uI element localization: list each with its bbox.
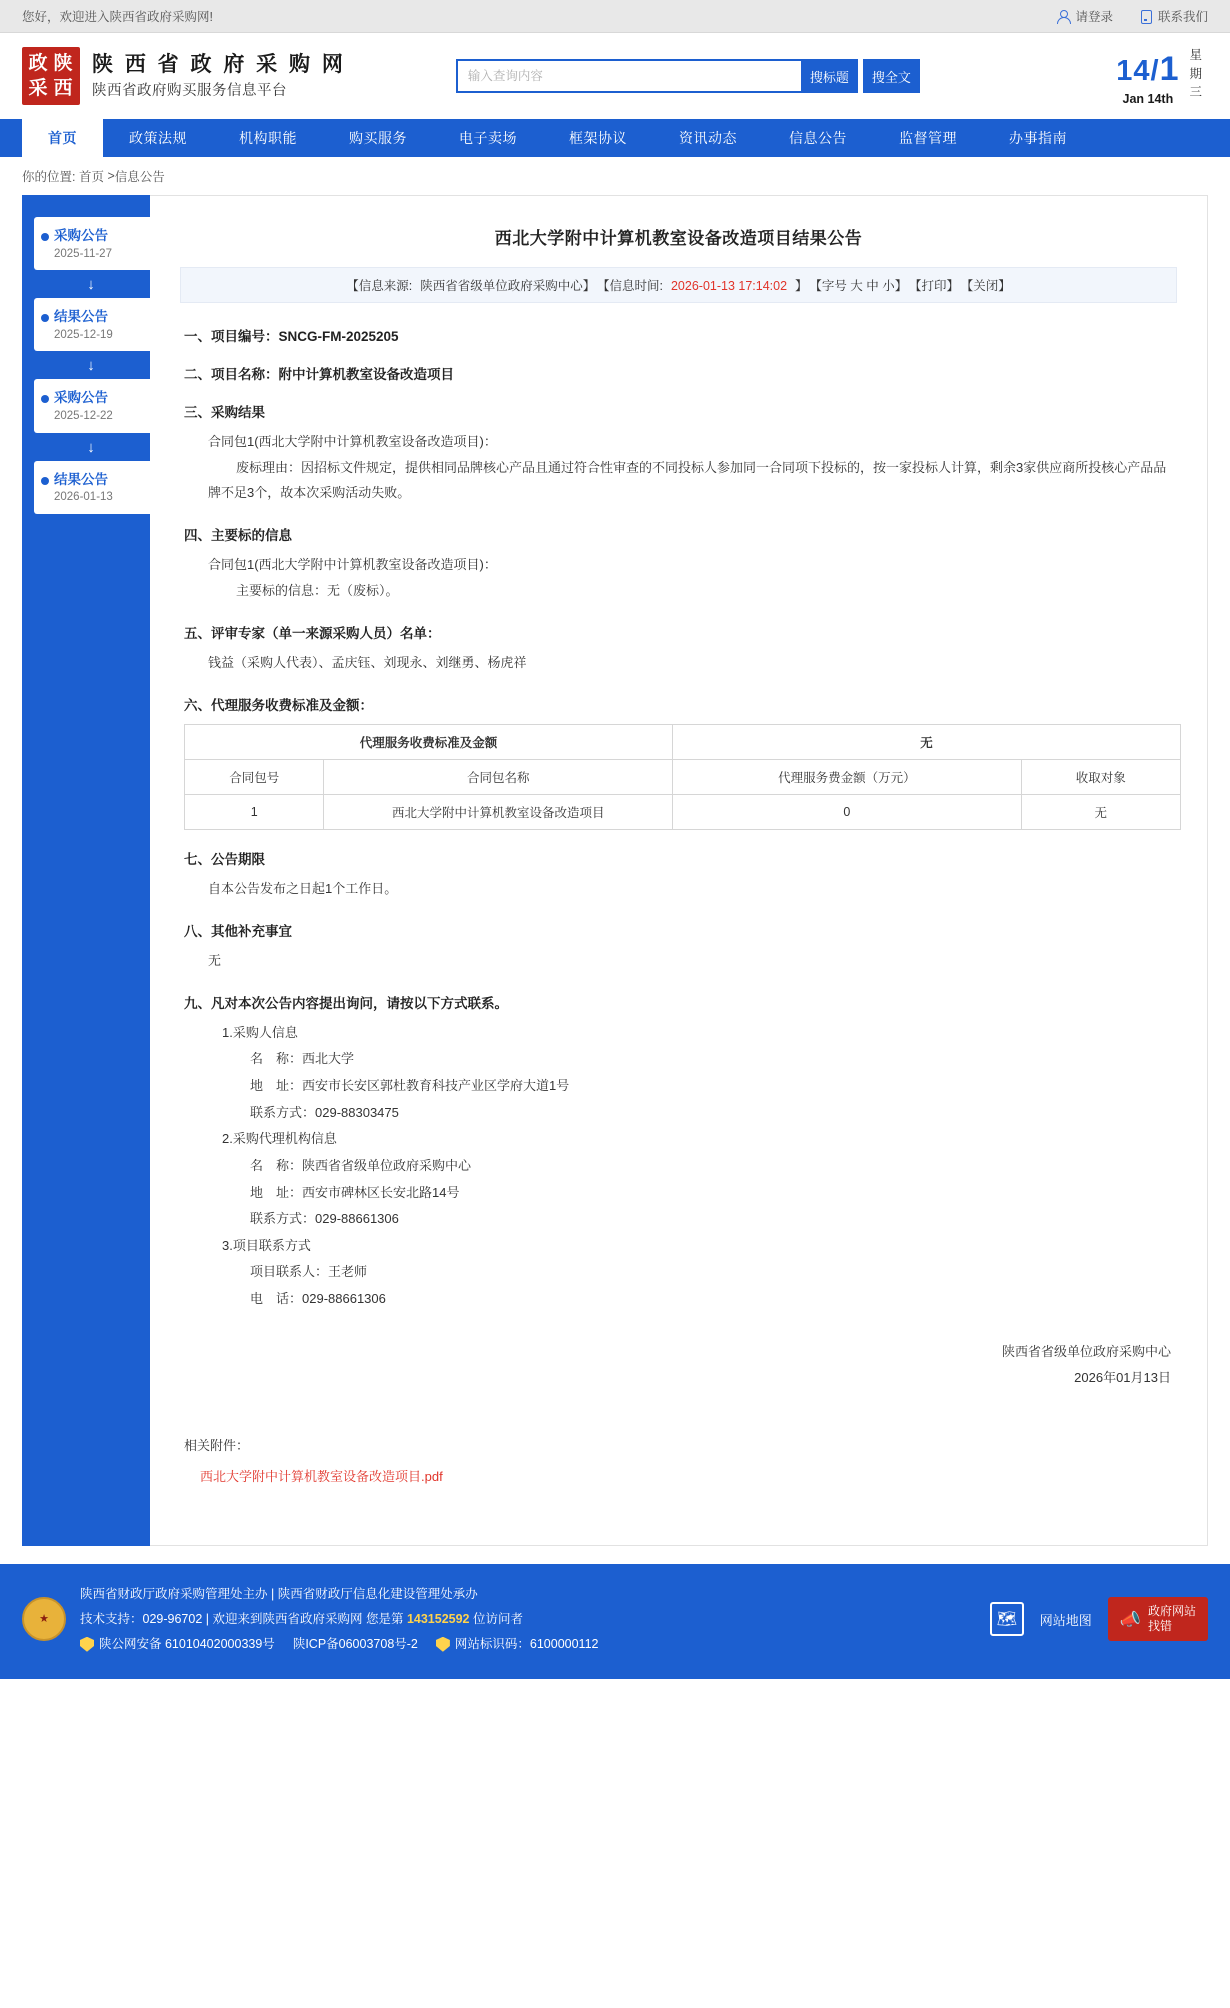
project-contact-person: 项目联系人：王老师 bbox=[250, 1264, 368, 1280]
sitemap-label[interactable]: 网站地图 bbox=[1039, 1612, 1092, 1628]
timeline-item-2[interactable] bbox=[34, 298, 150, 351]
section-fee-heading: 六、代理服务收费标准及金额： bbox=[184, 697, 373, 713]
nav-item-framework[interactable]: 框架协议 bbox=[569, 130, 627, 146]
nav-item-emarket[interactable]: 电子卖场 bbox=[459, 130, 517, 146]
nav-item-supervision[interactable]: 监督管理 bbox=[899, 130, 957, 146]
timeline-item-3[interactable] bbox=[34, 379, 150, 432]
nav-item-guide[interactable]: 办事指南 bbox=[1009, 130, 1067, 146]
footer-right-block bbox=[990, 1597, 1208, 1641]
fee-cell-package-name: 西北大学附中计算机教室设备改造项目 bbox=[324, 794, 673, 829]
timeline-item-title: 结果公告 bbox=[54, 309, 108, 325]
fee-table-header-left: 代理服务收费标准及金额 bbox=[185, 724, 673, 759]
site-title: 陕 西 省 政 府 采 购 网 bbox=[92, 53, 346, 77]
nav-item-news[interactable]: 资讯动态 bbox=[679, 130, 737, 146]
project-contact-phone: 电 话：029-88661306 bbox=[250, 1291, 386, 1307]
agency-address: 地 址：西安市碑林区长安北路14号 bbox=[250, 1184, 460, 1200]
logo-char-3: 采 bbox=[28, 77, 49, 99]
target-package-line: 合同包1(西北大学附中计算机教室设备改造项目)： bbox=[208, 556, 497, 572]
login-label: 请登录 bbox=[1075, 10, 1113, 24]
fee-col-package-name: 合同包名称 bbox=[324, 759, 673, 794]
sidebar-timeline bbox=[22, 195, 150, 1546]
timeline-dot-icon bbox=[41, 395, 49, 403]
logo-char-2: 陕 bbox=[53, 52, 74, 74]
breadcrumb-current: 信息公告 bbox=[114, 170, 165, 184]
section-experts-heading: 五、评审专家（单一来源采购人员）名单： bbox=[184, 625, 441, 641]
agency-heading: 2.采购代理机构信息 bbox=[222, 1131, 337, 1147]
timeline-item-title: 结果公告 bbox=[54, 471, 108, 487]
timeline-dot-icon bbox=[41, 233, 49, 241]
signature-org: 陕西省省级单位政府采购中心 bbox=[1001, 1343, 1171, 1359]
nav-item-purchase-service[interactable]: 购买服务 bbox=[349, 130, 407, 146]
gov-badge-text bbox=[1148, 1604, 1196, 1634]
footer-support-post: 位访问者 bbox=[473, 1611, 524, 1626]
date-widget bbox=[1116, 46, 1208, 106]
welcome-text: 您好，欢迎进入陕西省政府采购网! bbox=[22, 10, 213, 24]
footer-line-records bbox=[80, 1632, 598, 1657]
logo-char-1: 政 bbox=[28, 52, 49, 74]
gongan-record[interactable] bbox=[80, 1632, 275, 1657]
agency-phone: 联系方式：029-88661306 bbox=[250, 1211, 399, 1227]
meta-time-label: 【信息时间: bbox=[603, 279, 663, 293]
gov-website-error-badge[interactable] bbox=[1108, 1597, 1208, 1641]
timeline-item-title: 采购公告 bbox=[54, 228, 108, 243]
weekday-label: 星 期 三 bbox=[1189, 47, 1202, 100]
timeline-arrow-icon: ↓ bbox=[87, 357, 95, 375]
fee-col-amount: 代理服务费金额（万元） bbox=[673, 759, 1022, 794]
result-reason-text: 废标理由：因招标文件规定，提供相同品牌核心产品且通过符合性审查的不同投标人参加同一合同项下投标的，按一家投标人计算，剩余3家供应商所投核心产品品牌不足3个，故本次采购活动失败。 bbox=[208, 460, 1167, 501]
nav-item-announcements[interactable]: 信息公告 bbox=[789, 130, 847, 146]
table-row bbox=[185, 724, 1181, 759]
other-text: 无 bbox=[208, 952, 222, 968]
purchaser-address: 地 址：西安市长安区郭杜教育科技产业区学府大道1号 bbox=[250, 1077, 570, 1093]
font-size-control[interactable]: 【字号 大 中 小】 bbox=[815, 279, 908, 293]
search-fulltext-button[interactable]: 搜全文 bbox=[863, 59, 920, 93]
login-link[interactable] bbox=[1056, 7, 1113, 25]
date-month: 1 bbox=[1159, 50, 1180, 89]
website-id-icon bbox=[436, 1637, 450, 1652]
section-result-heading: 三、采购结果 bbox=[184, 405, 265, 420]
site-subtitle: 陕西省政府购买服务信息平台 bbox=[92, 82, 287, 99]
date-numeric: 14/1 Jan 14th bbox=[1116, 50, 1180, 107]
page-title: 西北大学附中计算机教室设备改造项目结果公告 bbox=[494, 229, 863, 248]
site-logo[interactable] bbox=[22, 47, 80, 105]
purchaser-phone: 联系方式：029-88303475 bbox=[250, 1104, 399, 1120]
main-navigation bbox=[0, 119, 1230, 157]
meta-time-close: 】 bbox=[795, 279, 808, 293]
section-other-heading: 八、其他补充事宜 bbox=[184, 923, 292, 939]
attachment-link[interactable]: 西北大学附中计算机教室设备改造项目.pdf bbox=[200, 1468, 443, 1484]
logo-char-4: 西 bbox=[53, 77, 74, 99]
government-seal-icon: ★ bbox=[22, 1597, 66, 1641]
purchaser-name: 名 称：西北大学 bbox=[250, 1051, 355, 1067]
visitor-count: 143152592 bbox=[406, 1611, 470, 1626]
date-day: 14 bbox=[1116, 55, 1151, 88]
timeline-item-date: 2025-12-19 bbox=[54, 328, 113, 341]
icp-record[interactable]: 陕ICP备06003708号-2 bbox=[292, 1636, 418, 1651]
breadcrumb-separator: > bbox=[107, 169, 115, 183]
fee-cell-payer: 无 bbox=[1021, 794, 1180, 829]
timeline-item-4-active[interactable] bbox=[34, 461, 150, 514]
period-text: 自本公告发布之日起1个工作日。 bbox=[208, 880, 398, 896]
experts-list: 钱益（采购人代表）、孟庆钰、刘现永、刘继勇、杨虎祥 bbox=[208, 654, 527, 670]
page-body bbox=[0, 195, 1230, 1564]
footer-line-support bbox=[80, 1607, 598, 1632]
timeline-item-date: 2026-01-13 bbox=[54, 491, 113, 504]
section-project-number: 一、项目编号：SNCG-FM-2025205 bbox=[184, 329, 399, 344]
footer-text-block bbox=[80, 1582, 598, 1657]
contact-link[interactable] bbox=[1139, 7, 1208, 25]
document-meta-bar bbox=[180, 267, 1177, 303]
timeline-item-title: 采购公告 bbox=[54, 390, 108, 406]
user-icon bbox=[1056, 9, 1070, 23]
table-row bbox=[185, 759, 1181, 794]
breadcrumb bbox=[0, 157, 1230, 195]
section-period-heading: 七、公告期限 bbox=[184, 851, 265, 867]
meta-time-value: 2026-01-13 17:14:02 bbox=[670, 279, 788, 293]
table-row bbox=[185, 794, 1181, 829]
agency-fee-table bbox=[184, 724, 1181, 830]
timeline-arrow-icon: ↓ bbox=[87, 276, 95, 294]
target-info-text: 主要标的信息：无（废标）。 bbox=[236, 582, 399, 598]
timeline-item-date: 2025-11-27 bbox=[54, 247, 112, 260]
fee-col-payer: 收取对象 bbox=[1021, 759, 1180, 794]
attachment-heading: 相关附件： bbox=[184, 1437, 250, 1453]
site-header bbox=[0, 33, 1230, 119]
website-id-label: 网站标识码：6100000112 bbox=[454, 1636, 599, 1651]
breadcrumb-prefix: 你的位置: bbox=[22, 170, 76, 184]
timeline-item-date: 2025-12-22 bbox=[54, 410, 113, 423]
gongan-label: 陕公网安备 61010402000339号 bbox=[99, 1636, 275, 1651]
project-contact-heading: 3.项目联系方式 bbox=[222, 1237, 311, 1253]
search-input[interactable] bbox=[456, 59, 801, 93]
gov-badge-line2: 找错 bbox=[1147, 1619, 1172, 1634]
announcement-content bbox=[150, 195, 1208, 1546]
timeline-item-1[interactable] bbox=[34, 217, 150, 270]
nav-item-home[interactable]: 首页 bbox=[22, 119, 103, 157]
website-id bbox=[436, 1632, 599, 1657]
gov-badge-line1: 政府网站 bbox=[1147, 1604, 1196, 1619]
meta-source-label: 【信息来源: bbox=[346, 279, 413, 293]
agency-name: 名 称：陕西省省级单位政府采购中心 bbox=[250, 1157, 472, 1173]
breadcrumb-home[interactable]: 首页 bbox=[78, 170, 104, 184]
phone-icon bbox=[1139, 9, 1153, 23]
signature-date: 2026年01月13日 bbox=[1074, 1369, 1171, 1385]
fee-table-header-right: 无 bbox=[673, 724, 1181, 759]
timeline-arrow-icon: ↓ bbox=[87, 438, 95, 456]
timeline-dot-icon bbox=[41, 477, 49, 485]
section-contact-heading: 九、凡对本次公告内容提出询问，请按以下方式联系。 bbox=[184, 995, 508, 1011]
date-english: Jan 14th bbox=[1122, 92, 1174, 107]
search-area bbox=[456, 59, 920, 93]
meta-source-value: 陕西省省级单位政府采购中心】 bbox=[420, 279, 596, 293]
footer-support-pre: 技术支持：029-96702 | 欢迎来到陕西省政府采购网 您是第 bbox=[80, 1611, 404, 1626]
police-shield-icon bbox=[80, 1637, 94, 1652]
section-project-name: 二、项目名称：附中计算机教室设备改造项目 bbox=[184, 367, 454, 382]
megaphone-icon: 📣 bbox=[1119, 1609, 1141, 1629]
fee-cell-package-no: 1 bbox=[185, 794, 324, 829]
top-utility-bar bbox=[0, 0, 1230, 33]
footer-line-organizers: 陕西省财政厅政府采购管理处主办 | 陕西省财政厅信息化建设管理处承办 bbox=[80, 1586, 478, 1601]
search-title-button[interactable]: 搜标题 bbox=[801, 59, 858, 93]
site-title-block bbox=[92, 49, 346, 102]
close-button[interactable]: 【关闭】 bbox=[967, 279, 1011, 293]
purchaser-heading: 1.采购人信息 bbox=[222, 1024, 298, 1040]
fee-col-package-no: 合同包号 bbox=[185, 759, 324, 794]
nav-item-functions[interactable]: 机构职能 bbox=[239, 130, 297, 146]
fee-cell-amount: 0 bbox=[673, 794, 1022, 829]
sitemap-icon[interactable]: 🗺 bbox=[990, 1602, 1024, 1636]
contact-label: 联系我们 bbox=[1157, 10, 1208, 24]
nav-item-policy[interactable]: 政策法规 bbox=[129, 130, 187, 146]
print-button[interactable]: 【打印】 bbox=[915, 279, 959, 293]
timeline-dot-icon bbox=[41, 314, 49, 322]
result-package-line: 合同包1(西北大学附中计算机教室设备改造项目)： bbox=[208, 434, 497, 449]
site-footer bbox=[0, 1564, 1230, 1679]
signature-block bbox=[180, 1339, 1177, 1391]
section-target-heading: 四、主要标的信息 bbox=[184, 527, 292, 543]
